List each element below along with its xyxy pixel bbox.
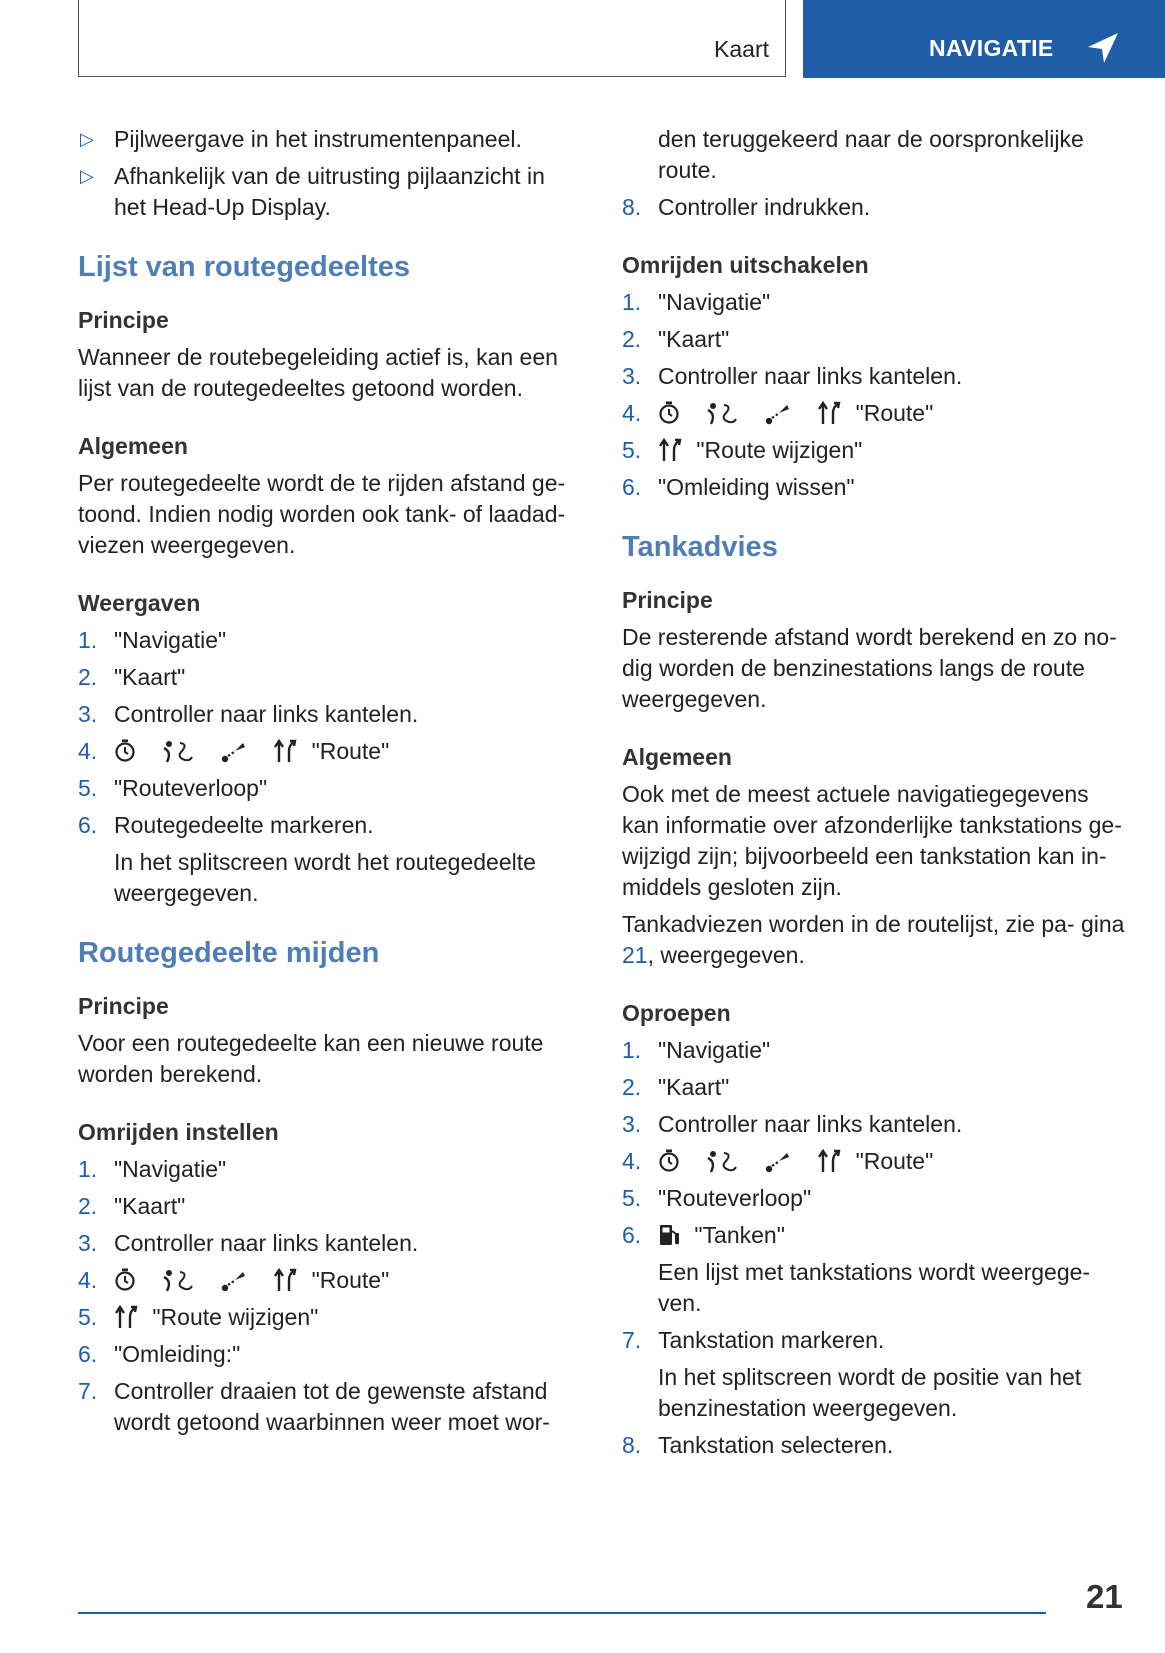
step: 2. "Kaart": [78, 664, 186, 690]
step: 6. "Omleiding wissen": [622, 474, 855, 500]
step: 5. "Routeverloop": [622, 1185, 812, 1211]
clock-icon: [658, 1149, 680, 1173]
route-path-icon: [221, 739, 247, 763]
step: 3. Controller naar links kantelen.: [78, 1230, 419, 1256]
step: 1. "Navigatie": [622, 289, 771, 315]
step-note: In het splitscreen wordt het routegedeelte weergegeven.: [114, 849, 536, 906]
clock-icon: [114, 1268, 136, 1292]
subheading: Principe: [622, 587, 713, 613]
section-title: Kaart: [714, 36, 769, 62]
subheading: Algemeen: [78, 433, 188, 459]
clock-icon: [658, 401, 680, 425]
step: 6. Routegedeelte markeren.: [78, 812, 374, 838]
list-item: ▷ Pijlweergave in het instrumentenpaneel.: [78, 124, 580, 155]
step-note: Een lijst met tankstations wordt weergege- ven.: [658, 1259, 1091, 1316]
paragraph: Voor een routegedeelte kan een nieuwe route worden berekend.: [78, 1030, 544, 1087]
step: 3. Controller naar links kantelen.: [78, 701, 419, 727]
chapter-tab: [803, 0, 1165, 78]
step: 1. "Navigatie": [78, 627, 227, 653]
route-arrows-icon: [658, 438, 682, 462]
chapter-title: NAVIGATIE: [929, 35, 1054, 61]
step-continuation: den teruggekeerd naar de oorspronkelijke route.: [658, 126, 1084, 183]
bullet-icon: ▷: [80, 129, 94, 149]
step: 8. Controller indrukken.: [622, 194, 871, 220]
list-item: ▷ Afhankelijk van de uitrusting pijlaanzicht in het Head-Up Display.: [80, 163, 545, 220]
subheading: Oproepen: [622, 1000, 731, 1026]
route-arrows-icon: [114, 1305, 138, 1329]
step: 8. Tankstation selecteren.: [622, 1432, 894, 1458]
route-arrows-icon: [817, 1149, 841, 1173]
step: 2. "Kaart": [622, 1074, 730, 1100]
paragraph: De resterende afstand wordt berekend en zo no- dig worden de benzinestations langs de route weergegeven.: [622, 624, 1117, 712]
section-heading: Routegedeelte mijden: [78, 937, 380, 969]
subheading: Weergaven: [78, 590, 201, 616]
step: 4. "Route": [622, 400, 934, 426]
traffic-icon: [706, 401, 738, 425]
step: 5. "Routeverloop": [78, 775, 268, 801]
step: 4. "Route": [78, 1267, 390, 1293]
paragraph: Tankadviezen worden in de routelijst, zie pa- gina 21, weergegeven.: [622, 911, 1125, 968]
page-link[interactable]: 21: [622, 942, 648, 968]
footer-rule: [78, 1612, 1046, 1614]
section-heading: Tankadvies: [622, 531, 778, 563]
subheading: Algemeen: [622, 744, 732, 770]
step: 6. "Omleiding:": [78, 1341, 241, 1367]
subheading: Principe: [78, 307, 169, 333]
step: 4. "Route": [622, 1148, 934, 1174]
step: 4. "Route": [78, 738, 390, 764]
header-box: [78, 0, 786, 77]
traffic-icon: [162, 739, 194, 763]
route-path-icon: [765, 401, 791, 425]
step: 1. "Navigatie": [78, 1156, 227, 1182]
step-note: In het splitscreen wordt de positie van het benzinestation weergegeven.: [658, 1364, 1082, 1421]
page-number: 21: [1086, 1578, 1123, 1615]
route-arrows-icon: [273, 739, 297, 763]
navigation-arrow-icon: [1085, 30, 1121, 66]
paragraph: Per routegedeelte wordt de te rijden afstand ge- toond. Indien nodig worden ook tank- of laadad- viezen weergegeven.: [78, 470, 566, 558]
subheading: Principe: [78, 993, 169, 1019]
traffic-icon: [162, 1268, 194, 1292]
step: 6. "Tanken": [622, 1222, 785, 1248]
bullet-icon: ▷: [80, 166, 94, 186]
route-arrows-icon: [817, 401, 841, 425]
step: 2. "Kaart": [622, 326, 730, 352]
route-arrows-icon: [273, 1268, 297, 1292]
traffic-icon: [706, 1149, 738, 1173]
step: 1. "Navigatie": [622, 1037, 771, 1063]
step: 3. Controller naar links kantelen.: [622, 1111, 963, 1137]
subheading: Omrijden uitschakelen: [622, 252, 869, 278]
right-column: [622, 124, 1128, 1461]
clock-icon: [114, 739, 136, 763]
step: 2. "Kaart": [78, 1193, 186, 1219]
paragraph: Ook met de meest actuele navigatiegegevens kan informatie over afzonderlijke tankstations ge- wijzigd zijn; bijvoorbeeld een tankstation kan in- middels gesloten zijn.: [622, 781, 1122, 900]
subheading: Omrijden instellen: [78, 1119, 279, 1145]
paragraph: Wanneer de routebegeleiding actief is, kan een lijst van de routegedeeltes getoond worden.: [78, 344, 558, 401]
step: 5. "Route wijzigen": [78, 1304, 319, 1330]
left-column: [78, 124, 580, 1438]
step: 3. Controller naar links kantelen.: [622, 363, 963, 389]
section-heading: Lijst van routegedeeltes: [78, 251, 410, 283]
route-path-icon: [765, 1149, 791, 1173]
fuel-pump-icon: [658, 1223, 680, 1247]
step: 7. Tankstation markeren.: [622, 1327, 885, 1353]
step: 7. Controller draaien tot de gewenste afstand wordt getoond waarbinnen weer moet wor-: [78, 1378, 550, 1435]
route-path-icon: [221, 1268, 247, 1292]
step: 5. "Route wijzigen": [622, 437, 863, 463]
